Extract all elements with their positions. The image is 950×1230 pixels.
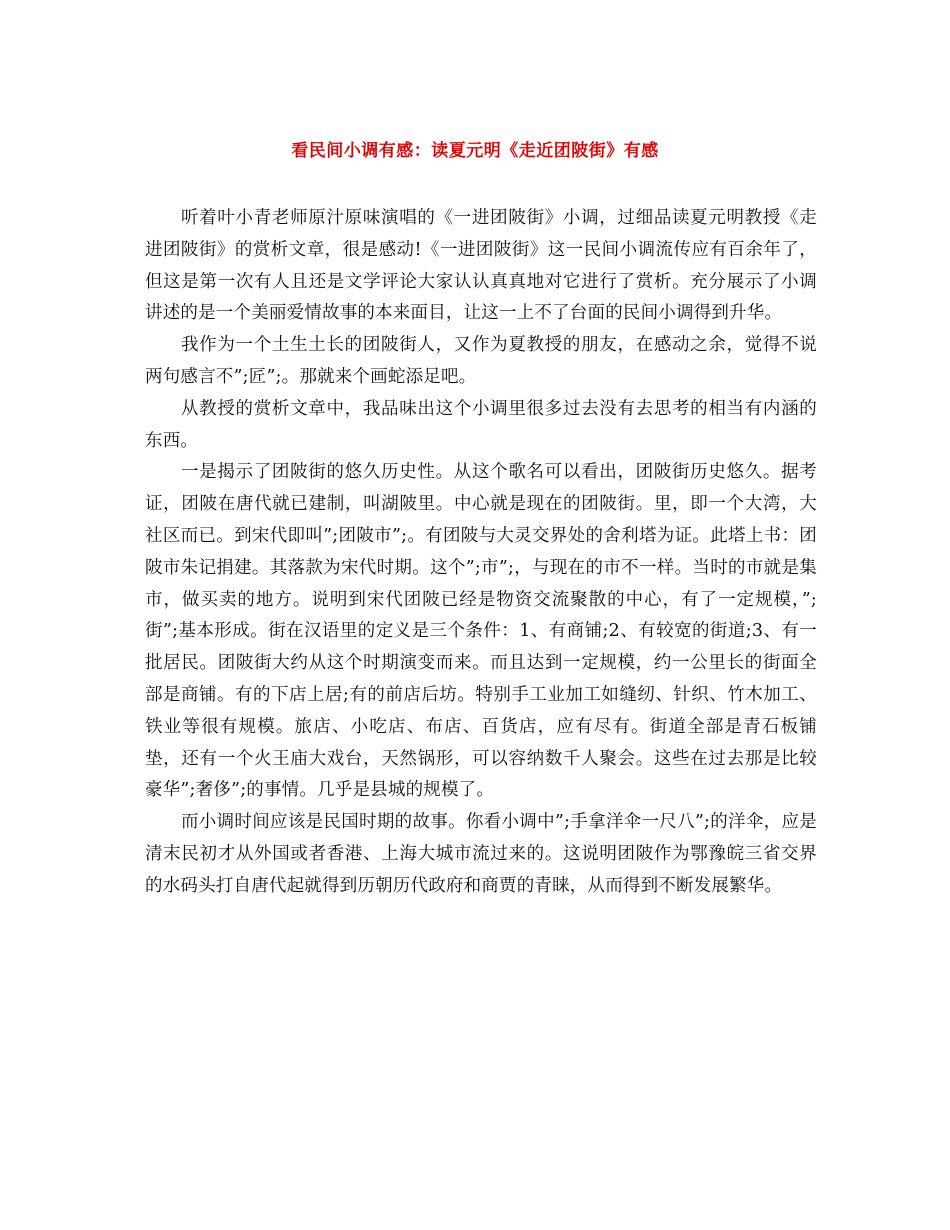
- paragraph-5: 而小调时间应该是民国时期的故事。你看小调中”;手拿洋伞一尺八”;的洋伞，应是清末民初才从外国或者香港、上海大城市流过来的。这说明团陂作为鄂豫皖三省交界的水码头打自唐代起就得到历朝历代政府和商贾的青睐，从而得到不断发展繁华。: [145, 812, 817, 896]
- paragraph-4: 一是揭示了团陂街的悠久历史性。从这个歌名可以看出，团陂街历史悠久。据考证，团陂在唐代就已建制，叫湖陂里。中心就是现在的团陂街。里，即一个大湾，大社区而已。到宋代即叫”;团陂市”;。有团陂与大灵交界处的舍利塔为证。此塔上书：团陂市朱记捐建。其落款为宋代时期。这个”;市”;，与现在的市不一样。当时的市就是集市，做买卖的地方。说明到宋代团陂已经是物资交流聚散的中心，有了一定规模，”;街”;基本形成。街在汉语里的定义是三个条件：1、有商铺;2、有较宽的街道;3、有一批居民。团陂街大约从这个时期演变而来。而且达到一定规模，约一公里长的街面全部是商铺。有的下店上居;有的前店后坊。特别手工业加工如缝纫、针织、竹木加工、铁业等很有规模。旅店、小吃店、布店、百货店，应有尽有。街道全部是青石板铺垫，还有一个火王庙大戏台，天然锅形，可以容纳数千人聚会。这些在过去那是比较豪华”;奢侈”;的事情。几乎是县城的规模了。: [145, 462, 817, 801]
- document-title: 看民间小调有感：读夏元明《走近团陂街》有感: [291, 141, 659, 161]
- paragraph-2: 我作为一个土生土长的团陂街人，又作为夏教授的朋友，在感动之余，觉得不说两句感言不”;匠”;。那就来个画蛇添足吧。: [145, 335, 817, 387]
- paragraph-1: 听着叶小青老师原汁原味演唱的《一进团陂街》小调，过细品读夏元明教授《走进团陂街》的赏析文章，很是感动!《一进团陂街》这一民间小调流传应有百余年了，但这是第一次有人且还是文学评论大家认认真真地对它进行了赏析。充分展示了小调讲述的是一个美丽爱情故事的本来面目，让这一上不了台面的民间小调得到升华。: [145, 208, 817, 324]
- paragraph-3: 从教授的赏析文章中，我品味出这个小调里很多过去没有去思考的相当有内涵的东西。: [145, 398, 817, 451]
- document-body: [145, 203, 817, 903]
